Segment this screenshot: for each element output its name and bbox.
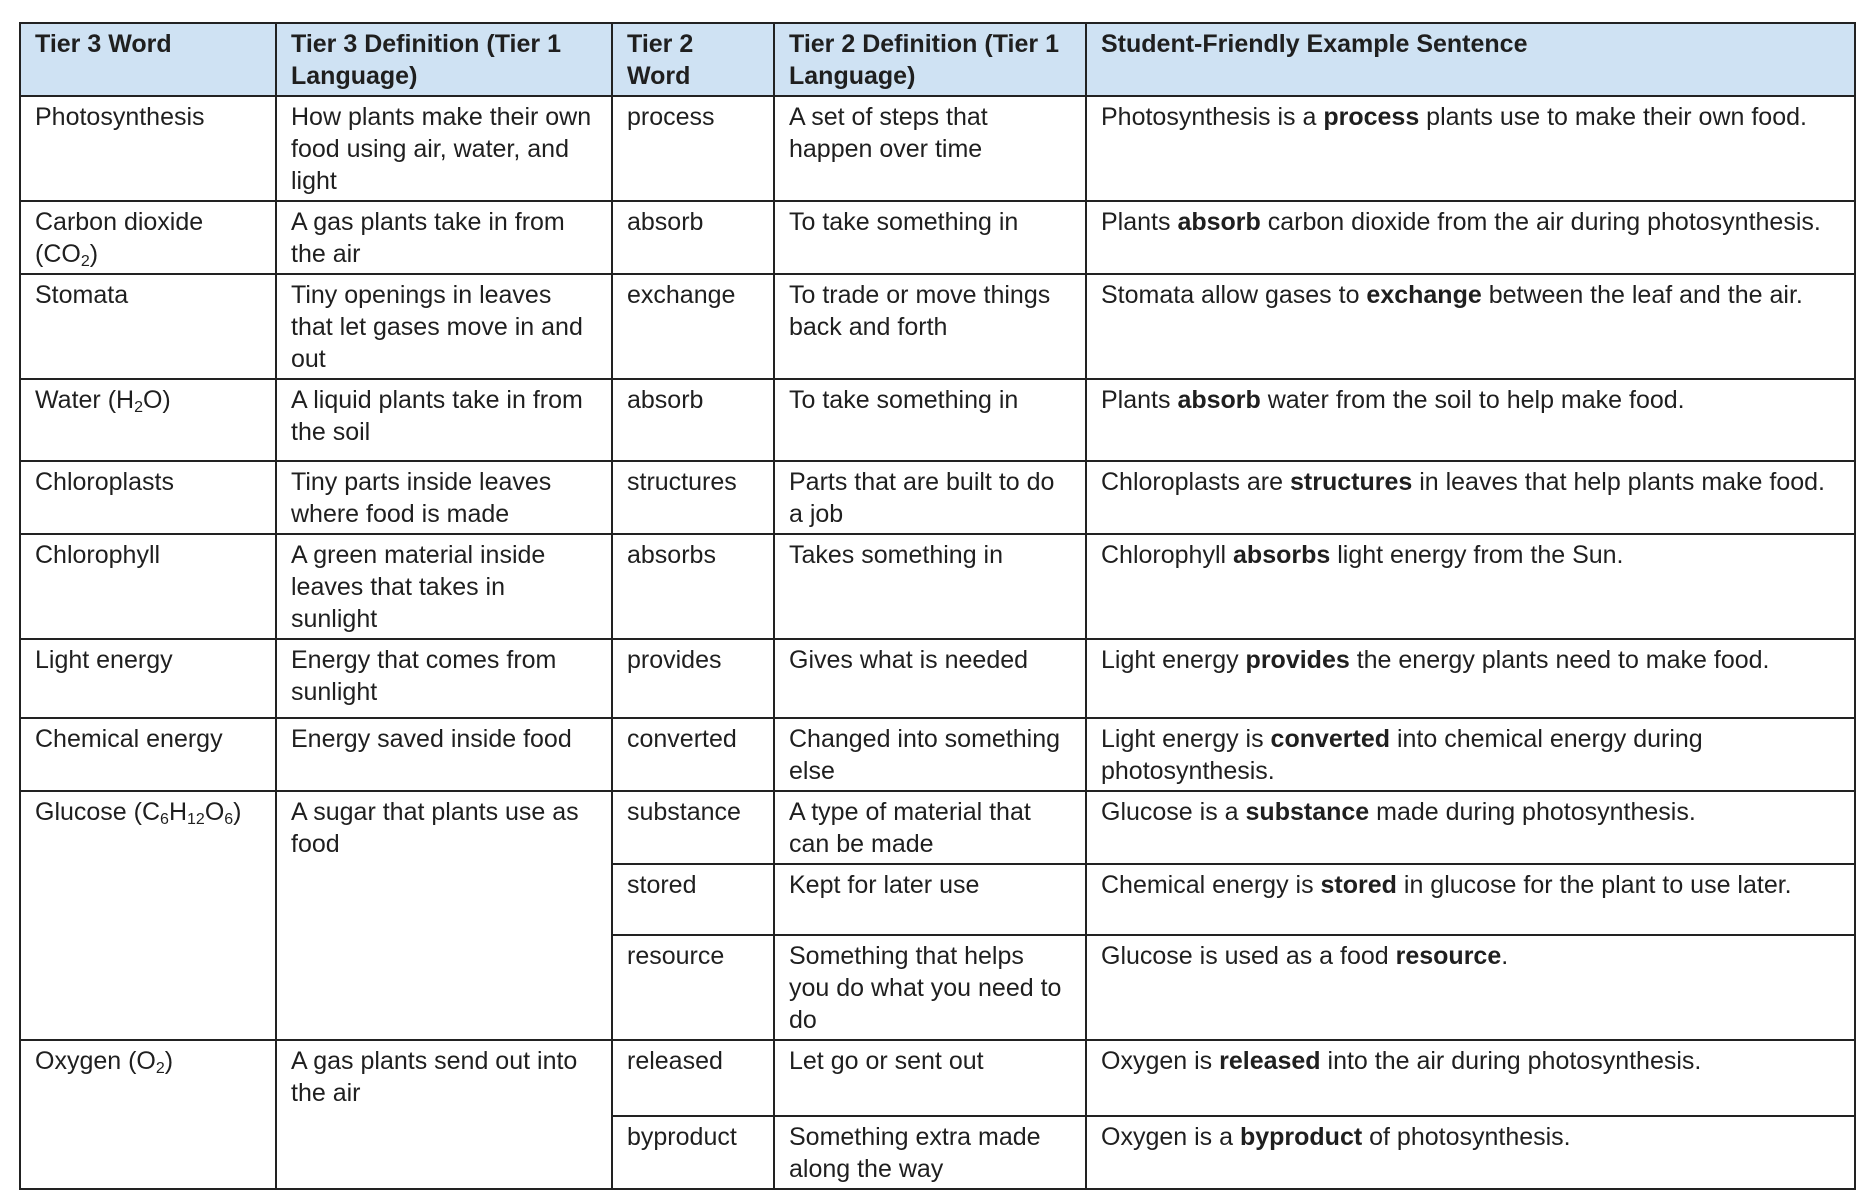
- sentence-text: Chloroplasts are: [1101, 468, 1290, 496]
- sentence-text: Light energy is: [1101, 725, 1271, 753]
- tier3-word: Stomata: [20, 274, 276, 379]
- example-sentence: [1086, 1116, 1855, 1189]
- tier2-definition: Something that helps you do what you need to do: [774, 935, 1086, 1040]
- tier3-word: [20, 1040, 276, 1189]
- table-row: [20, 379, 1855, 461]
- tier2-word: absorbs: [612, 534, 774, 639]
- tier2-definition: Parts that are built to do a job: [774, 461, 1086, 534]
- example-sentence: [1086, 96, 1855, 201]
- header-example-sentence: Student-Friendly Example Sentence: [1086, 23, 1855, 96]
- sentence-text: carbon dioxide from the air during photosynthesis.: [1260, 208, 1821, 236]
- tier3-definition: Energy that comes from sunlight: [276, 639, 612, 718]
- tier3-definition: A sugar that plants use as food: [276, 791, 612, 1040]
- subscript: 6: [160, 811, 169, 828]
- sentence-text: made during photosynthesis.: [1369, 798, 1696, 826]
- sentence-text: .: [1501, 942, 1509, 970]
- sentence-text: light energy from the Sun.: [1330, 541, 1624, 569]
- tier3-definition: A green material inside leaves that takes in sunlight: [276, 534, 612, 639]
- tier3-word: Chlorophyll: [20, 534, 276, 639]
- subscript: 12: [187, 811, 205, 828]
- sentence-keyword: byproduct: [1239, 1123, 1363, 1151]
- example-sentence: [1086, 534, 1855, 639]
- vocabulary-table: [19, 22, 1856, 1190]
- sentence-text: Plants: [1101, 208, 1178, 236]
- tier3-word-text: ): [233, 798, 242, 826]
- table-row: [20, 201, 1855, 274]
- tier2-definition: Something extra made along the way: [774, 1116, 1086, 1189]
- example-sentence: [1086, 718, 1855, 791]
- tier3-word-text: Water (H: [35, 386, 135, 414]
- tier2-definition: Takes something in: [774, 534, 1086, 639]
- tier3-word-text: Carbon dioxide (CO: [35, 208, 204, 268]
- tier2-word: absorb: [612, 379, 774, 461]
- example-sentence: [1086, 864, 1855, 935]
- subscript: 2: [134, 399, 143, 416]
- tier2-definition: Let go or sent out: [774, 1040, 1086, 1116]
- tier2-word: stored: [612, 864, 774, 935]
- subscript: 2: [80, 253, 90, 270]
- sentence-text: Oxygen is: [1101, 1047, 1220, 1075]
- table-row: [20, 718, 1855, 791]
- table-row: [20, 96, 1855, 201]
- tier3-word-text: H: [168, 798, 188, 826]
- tier2-word: structures: [612, 461, 774, 534]
- tier2-word: resource: [612, 935, 774, 1040]
- sentence-text: plants use to make their own food.: [1419, 103, 1807, 131]
- example-sentence: [1086, 639, 1855, 718]
- tier2-word: absorb: [612, 201, 774, 274]
- header-tier2-word: Tier 2 Word: [612, 23, 774, 96]
- example-sentence: [1086, 201, 1855, 274]
- tier3-word: Light energy: [20, 639, 276, 718]
- example-sentence: [1086, 461, 1855, 534]
- sentence-text: water from the soil to help make food.: [1260, 386, 1685, 414]
- tier2-word: released: [612, 1040, 774, 1116]
- tier3-word: Chloroplasts: [20, 461, 276, 534]
- table-row: [20, 639, 1855, 718]
- subscript: 2: [155, 1060, 165, 1077]
- sentence-text: Chlorophyll: [1101, 541, 1234, 569]
- sentence-text: between the leaf and the air.: [1481, 281, 1803, 309]
- sentence-text: into the air during photosynthesis.: [1320, 1047, 1702, 1075]
- sentence-text: Oxygen is a: [1101, 1123, 1240, 1151]
- example-sentence: [1086, 1040, 1855, 1116]
- sentence-text: Photosynthesis is a: [1101, 103, 1324, 131]
- sentence-keyword: released: [1219, 1047, 1321, 1075]
- table-row: [20, 791, 1855, 864]
- tier3-word: [20, 379, 276, 461]
- tier3-definition: Tiny parts inside leaves where food is made: [276, 461, 612, 534]
- tier2-word: byproduct: [612, 1116, 774, 1189]
- tier3-definition: A gas plants send out into the air: [276, 1040, 612, 1189]
- example-sentence: [1086, 379, 1855, 461]
- sentence-text: Glucose is a: [1101, 798, 1246, 826]
- tier3-definition: How plants make their own food using air, water, and light: [276, 96, 612, 201]
- tier2-definition: A type of material that can be made: [774, 791, 1086, 864]
- tier3-word: [20, 201, 276, 274]
- sentence-text: in leaves that help plants make food.: [1412, 468, 1826, 496]
- sentence-text: Plants: [1101, 386, 1178, 414]
- sentence-text: the energy plants need to make food.: [1349, 646, 1770, 674]
- tier2-word: process: [612, 96, 774, 201]
- tier2-definition: Changed into something else: [774, 718, 1086, 791]
- sentence-text: of photosynthesis.: [1362, 1123, 1571, 1151]
- tier3-definition: Tiny openings in leaves that let gases move in and out: [276, 274, 612, 379]
- table-row: [20, 534, 1855, 639]
- example-sentence: [1086, 791, 1855, 864]
- sentence-keyword: provides: [1245, 646, 1350, 674]
- example-sentence: [1086, 274, 1855, 379]
- tier3-word-text: ): [164, 1047, 174, 1075]
- sentence-keyword: exchange: [1366, 281, 1482, 309]
- table-row: [20, 274, 1855, 379]
- sentence-keyword: absorb: [1177, 386, 1261, 414]
- sentence-keyword: converted: [1270, 725, 1391, 753]
- sentence-keyword: structures: [1289, 468, 1413, 496]
- tier2-definition: To trade or move things back and forth: [774, 274, 1086, 379]
- sentence-keyword: absorb: [1177, 208, 1261, 236]
- tier2-definition: To take something in: [774, 201, 1086, 274]
- tier3-word-text: Glucose (C: [35, 798, 161, 826]
- sentence-text: into chemical energy during photosynthesis.: [1101, 725, 1703, 785]
- tier3-word: Photosynthesis: [20, 96, 276, 201]
- tier2-definition: Gives what is needed: [774, 639, 1086, 718]
- sentence-text: Stomata allow gases to: [1101, 281, 1367, 309]
- sentence-keyword: substance: [1245, 798, 1370, 826]
- sentence-text: Light energy: [1101, 646, 1246, 674]
- tier2-definition: Kept for later use: [774, 864, 1086, 935]
- tier3-word-text: O): [142, 386, 171, 414]
- subscript: 6: [224, 811, 234, 828]
- tier2-word: converted: [612, 718, 774, 791]
- tier3-word-text: ): [89, 240, 99, 268]
- tier3-word: Chemical energy: [20, 718, 276, 791]
- sentence-text: in glucose for the plant to use later.: [1396, 871, 1792, 899]
- sentence-text: Chemical energy is: [1101, 871, 1321, 899]
- table-row: [20, 461, 1855, 534]
- tier3-definition: A liquid plants take in from the soil: [276, 379, 612, 461]
- tier2-word: substance: [612, 791, 774, 864]
- tier2-word: provides: [612, 639, 774, 718]
- tier3-word-text: O: [204, 798, 225, 826]
- sentence-keyword: resource: [1395, 942, 1502, 970]
- table-row: [20, 1040, 1855, 1116]
- tier2-definition: To take something in: [774, 379, 1086, 461]
- header-tier2-definition: Tier 2 Definition (Tier 1 Language): [774, 23, 1086, 96]
- header-tier3-definition: Tier 3 Definition (Tier 1 Language): [276, 23, 612, 96]
- tier3-word: [20, 791, 276, 1040]
- header-row: [20, 23, 1855, 96]
- tier3-definition: A gas plants take in from the air: [276, 201, 612, 274]
- sentence-text: Glucose is used as a food: [1101, 942, 1396, 970]
- header-tier3-word: Tier 3 Word: [20, 23, 276, 96]
- example-sentence: [1086, 935, 1855, 1040]
- sentence-keyword: process: [1323, 103, 1420, 131]
- tier2-definition: A set of steps that happen over time: [774, 96, 1086, 201]
- tier3-definition: Energy saved inside food: [276, 718, 612, 791]
- sentence-keyword: absorbs: [1233, 541, 1331, 569]
- sentence-keyword: stored: [1320, 871, 1397, 899]
- tier3-word-text: Oxygen (O: [35, 1047, 156, 1075]
- tier2-word: exchange: [612, 274, 774, 379]
